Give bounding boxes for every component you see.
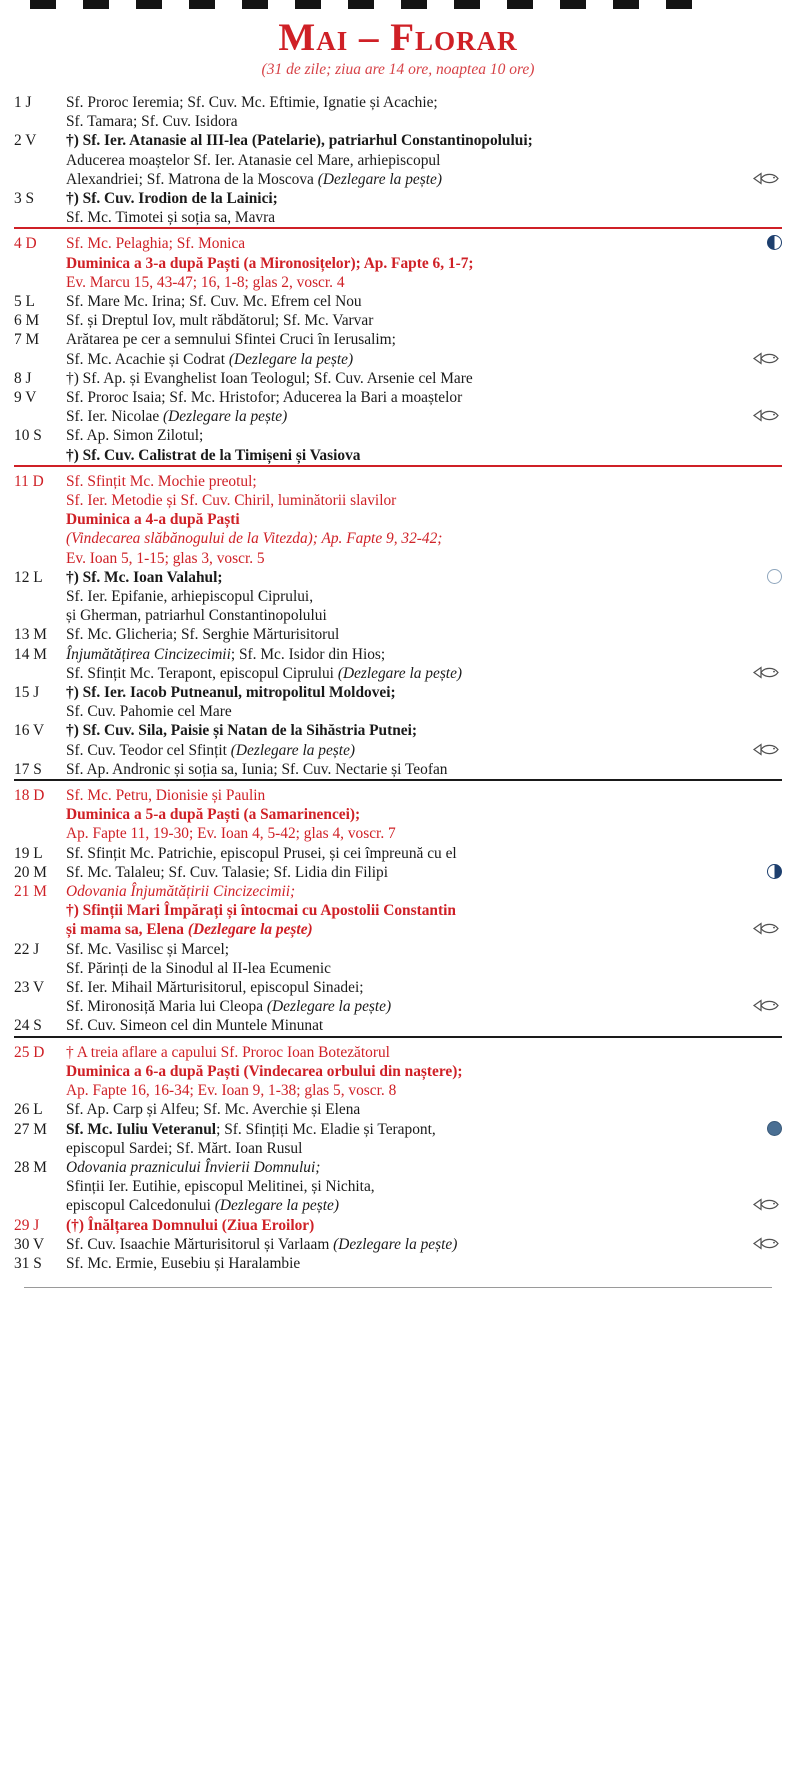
mark-slot <box>736 587 782 606</box>
mark-slot <box>736 1100 782 1119</box>
day-marks <box>736 466 782 568</box>
day-date: 29 J <box>14 1216 40 1234</box>
calendar-row <box>14 93 782 131</box>
fish-icon <box>752 172 782 185</box>
day-entry <box>66 568 736 626</box>
day-date: 5 L <box>14 292 35 310</box>
entry-line: †) Sf. Cuv. Calistrat de la Timișeni și Vasiova <box>66 446 361 464</box>
mark-slot <box>736 1062 782 1081</box>
mark-slot <box>736 529 782 548</box>
day-date: 25 D <box>14 1037 66 1101</box>
calendar-row <box>14 426 782 465</box>
day-marks <box>736 93 782 131</box>
mark-slot <box>736 426 782 445</box>
tick-mark <box>348 0 374 9</box>
fish-icon <box>752 922 782 935</box>
entry-line: †) Sf. Mc. Ioan Valahul; <box>66 568 223 586</box>
day-date: 23 V <box>14 979 45 997</box>
entry-line: Sf. Părinți de la Sinodul al II-lea Ecumenic <box>66 959 331 977</box>
page-title: Mai – Florar <box>278 16 518 59</box>
entry-line: Sf. Ap. Simon Zilotul; <box>66 427 204 445</box>
mark-slot <box>736 1196 782 1215</box>
mark-slot <box>736 1139 782 1158</box>
fish-icon <box>752 743 782 756</box>
tick-mark <box>295 0 321 9</box>
entry-line: Alexandriei; Sf. Matrona de la Moscova (Dezlegare la pește) <box>66 170 442 188</box>
day-marks <box>736 1037 782 1101</box>
mark-slot <box>736 702 782 721</box>
mark-slot <box>736 844 782 863</box>
mark-slot <box>736 625 782 644</box>
calendar-row <box>14 228 782 292</box>
mark-slot <box>736 805 782 824</box>
day-date: 8 J <box>14 369 32 387</box>
mark-slot <box>736 664 782 683</box>
calendar-row <box>14 1016 782 1036</box>
entry-line: Sf. și Dreptul Iov, mult răbdătorul; Sf. Mc. Varvar <box>66 312 374 330</box>
calendar-row <box>14 311 782 330</box>
mark-slot <box>736 330 782 349</box>
mark-slot <box>736 1158 782 1177</box>
calendar-row <box>14 292 782 311</box>
day-date: 6 M <box>14 312 40 330</box>
day-marks <box>736 426 782 465</box>
day-marks <box>736 330 782 368</box>
day-date: 30 V <box>14 1235 45 1253</box>
day-marks <box>736 1100 782 1119</box>
day-entry <box>66 645 736 683</box>
entry-line: Sfinții Ier. Eutihie, episcopul Melitinei, și Nichita, <box>66 1178 375 1196</box>
calendar-row <box>14 645 782 683</box>
entry-line: Sf. Ier. Nicolae (Dezlegare la pește) <box>66 408 288 426</box>
calendar-row <box>14 388 782 426</box>
day-entry <box>66 844 736 863</box>
entry-line: Sf. Mc. Ermie, Eusebiu și Haralambie <box>66 1254 301 1272</box>
calendar-row <box>14 683 782 721</box>
mark-slot <box>736 1235 782 1254</box>
moon-full-icon <box>767 1121 782 1136</box>
tick-mark <box>666 0 692 9</box>
entry-line: Ap. Fapte 16, 16-34; Ev. Ioan 9, 1-38; glas 5, voscr. 8 <box>66 1082 397 1100</box>
entry-line: Sf. Proroc Ieremia; Sf. Cuv. Mc. Eftimie, Ignatie și Acachie; <box>66 93 438 111</box>
calendar-row <box>14 1235 782 1254</box>
day-marks <box>736 780 782 844</box>
day-date: 2 V <box>14 132 37 150</box>
day-entry <box>66 1037 736 1101</box>
fish-icon <box>752 1198 782 1211</box>
mark-slot <box>736 151 782 170</box>
mark-slot <box>736 369 782 388</box>
calendar-row <box>14 131 782 189</box>
entry-line: Odovania praznicului Învierii Domnului; <box>66 1158 321 1176</box>
calendar-table <box>14 93 782 1273</box>
calendar-row <box>14 1100 782 1119</box>
entry-line: Sf. Sfințit Mc. Patrichie, episcopul Prusei, și cei împreună cu el <box>66 844 457 862</box>
mark-slot <box>736 273 782 292</box>
day-entry <box>66 292 736 311</box>
day-entry <box>66 1254 736 1273</box>
day-marks <box>736 1254 782 1273</box>
day-marks <box>736 645 782 683</box>
day-marks <box>736 940 782 978</box>
entry-line: †) Sf. Ier. Atanasie al III-lea (Patelarie), patriarhul Constantinopolului; <box>66 132 533 150</box>
day-marks <box>736 625 782 644</box>
day-date: 11 D <box>14 466 66 568</box>
day-marks <box>736 882 782 940</box>
mark-slot <box>736 1081 782 1100</box>
calendar-row <box>14 189 782 228</box>
mark-slot <box>736 645 782 664</box>
mark-slot <box>736 350 782 369</box>
fish-icon <box>752 1237 782 1250</box>
day-marks <box>736 721 782 759</box>
moon-first-quarter-icon <box>767 864 782 879</box>
day-entry <box>66 683 736 721</box>
entry-line: episcopul Sardei; Sf. Mărt. Ioan Rusul <box>66 1139 303 1157</box>
tick-mark <box>189 0 215 9</box>
day-entry <box>66 1100 736 1119</box>
tick-mark <box>242 0 268 9</box>
mark-slot <box>736 189 782 208</box>
day-entry <box>66 330 736 368</box>
day-marks <box>736 1216 782 1235</box>
day-marks <box>736 978 782 1016</box>
day-marks <box>736 311 782 330</box>
day-entry <box>66 1120 736 1158</box>
entry-line: Odovania Înjumătățirii Cincizecimii; <box>66 883 296 901</box>
tick-mark <box>30 0 56 9</box>
entry-line: Sf. Mironosiță Maria lui Cleopa (Dezlegare la pește) <box>66 998 392 1016</box>
entry-line: Duminica a 6-a după Paști (Vindecarea orbului din naștere); <box>66 1062 463 1080</box>
day-date: 28 M <box>14 1158 47 1176</box>
calendar-row <box>14 1120 782 1158</box>
calendar-row <box>14 780 782 844</box>
entry-line: †) Sf. Cuv. Sila, Paisie și Natan de la Sihăstria Putnei; <box>66 722 418 740</box>
day-entry <box>66 426 736 465</box>
calendar-row <box>14 1254 782 1273</box>
calendar-row <box>14 844 782 863</box>
entry-line: Ev. Ioan 5, 1-15; glas 3, voscr. 5 <box>66 549 265 567</box>
day-date: 31 S <box>14 1254 42 1272</box>
day-marks <box>736 568 782 626</box>
tick-mark <box>507 0 533 9</box>
tick-mark <box>454 0 480 9</box>
day-entry <box>66 780 736 844</box>
mark-slot <box>736 882 782 901</box>
entry-line: Sf. Ier. Mihail Mărturisitorul, episcopul Sinadei; <box>66 979 364 997</box>
mark-slot <box>736 606 782 625</box>
day-date: 10 S <box>14 427 42 445</box>
mark-slot <box>736 93 782 112</box>
day-entry <box>66 466 736 568</box>
mark-slot <box>736 472 782 491</box>
entry-line: Arătarea pe cer a semnului Sfintei Cruci în Ierusalim; <box>66 331 396 349</box>
entry-line: Sf. Mc. Acachie și Codrat (Dezlegare la pește) <box>66 350 354 368</box>
day-date: 24 S <box>14 1017 42 1035</box>
calendar-row <box>14 978 782 1016</box>
entry-line: Sf. Ap. Carp și Alfeu; Sf. Mc. Averchie și Elena <box>66 1101 361 1119</box>
entry-line: †) Sf. Cuv. Irodion de la Lainici; <box>66 189 278 207</box>
mark-slot <box>736 254 782 273</box>
mark-slot <box>736 170 782 189</box>
mark-slot <box>736 1043 782 1062</box>
mark-slot <box>736 1120 782 1139</box>
mark-slot <box>736 824 782 843</box>
day-marks <box>736 1120 782 1158</box>
page-tick-marks <box>0 0 800 10</box>
entry-line: Înjumătățirea Cincizecimii; Sf. Mc. Isidor din Hios; <box>66 645 386 663</box>
day-marks <box>736 760 782 780</box>
day-date: 18 D <box>14 780 66 844</box>
mark-slot <box>736 901 782 920</box>
day-entry <box>66 228 736 292</box>
month-header <box>14 0 782 79</box>
moon-last-quarter-icon <box>767 235 782 250</box>
mark-slot <box>736 388 782 407</box>
entry-line: Sf. Cuv. Isaachie Mărturisitorul și Varlaam (Dezlegare la pește) <box>66 1235 458 1253</box>
entry-line: Duminica a 3-a după Paști (a Mironosițelor); Ap. Fapte 6, 1-7; <box>66 254 474 272</box>
entry-line: Sf. Tamara; Sf. Cuv. Isidora <box>66 113 238 131</box>
day-date: 3 S <box>14 189 35 207</box>
calendar-row <box>14 1037 782 1101</box>
mark-slot <box>736 978 782 997</box>
day-entry <box>66 978 736 1016</box>
day-marks <box>736 863 782 882</box>
entry-line: †) Sf. Ier. Iacob Putneanul, mitropolitul Moldovei; <box>66 684 396 702</box>
day-entry <box>66 1235 736 1254</box>
entry-line: Ev. Marcu 15, 43-47; 16, 1-8; glas 2, voscr. 4 <box>66 273 345 291</box>
entry-line: Sf. Mc. Glicheria; Sf. Serghie Mărturisitorul <box>66 626 340 644</box>
mark-slot <box>736 446 782 465</box>
mark-slot <box>736 234 782 253</box>
day-entry <box>66 863 736 882</box>
entry-line: Duminica a 4-a după Paști <box>66 511 240 529</box>
mark-slot <box>736 760 782 779</box>
day-date: 20 M <box>14 863 47 881</box>
mark-slot <box>736 311 782 330</box>
day-date: 14 M <box>14 645 47 663</box>
fish-icon <box>752 352 782 365</box>
fish-icon <box>752 409 782 422</box>
entry-line: Sf. Proroc Isaia; Sf. Mc. Hristofor; Aducerea la Bari a moaștelor <box>66 388 463 406</box>
entry-line: episcopul Calcedonului (Dezlegare la pește) <box>66 1197 339 1215</box>
entry-line: Sf. Cuv. Teodor cel Sfințit (Dezlegare la pește) <box>66 741 356 759</box>
mark-slot <box>736 491 782 510</box>
day-date: 1 J <box>14 93 32 111</box>
day-marks <box>736 844 782 863</box>
mark-slot <box>736 940 782 959</box>
entry-line: și mama sa, Elena (Dezlegare la pește) <box>66 921 313 939</box>
entry-line: Sf. Mc. Timotei și soția sa, Mavra <box>66 209 276 227</box>
calendar-row <box>14 1216 782 1235</box>
entry-line: Sf. Mc. Talaleu; Sf. Cuv. Talasie; Sf. Lidia din Filipi <box>66 863 389 881</box>
calendar-row <box>14 369 782 388</box>
mark-slot <box>736 131 782 150</box>
fish-icon <box>752 666 782 679</box>
mark-slot <box>736 1216 782 1235</box>
entry-line: Duminica a 5-a după Paști (a Samarinencei); <box>66 806 361 824</box>
tick-mark <box>560 0 586 9</box>
mark-slot <box>736 549 782 568</box>
day-date: 4 D <box>14 228 66 292</box>
entry-line: Sf. Mc. Pelaghia; Sf. Monica <box>66 235 246 253</box>
day-marks <box>736 1158 782 1216</box>
mark-slot <box>736 407 782 426</box>
mark-slot <box>736 1016 782 1035</box>
entry-line: Sf. Cuv. Pahomie cel Mare <box>66 703 232 721</box>
calendar-row <box>14 760 782 780</box>
mark-slot <box>736 920 782 939</box>
day-entry <box>66 1216 736 1235</box>
day-date: 27 M <box>14 1120 47 1138</box>
day-date: 22 J <box>14 940 40 958</box>
day-marks <box>736 388 782 426</box>
day-date: 26 L <box>14 1101 43 1119</box>
mark-slot <box>736 1254 782 1273</box>
day-entry <box>66 388 736 426</box>
day-date: 7 M <box>14 331 40 349</box>
day-entry <box>66 940 736 978</box>
day-date: 16 V <box>14 722 45 740</box>
fish-icon <box>752 999 782 1012</box>
month-subtitle: (31 de zile; ziua are 14 ore, noaptea 10 ore) <box>261 60 535 78</box>
calendar-row <box>14 721 782 759</box>
entry-line: Sf. Sfințit Mc. Mochie preotul; <box>66 472 257 490</box>
day-date: 12 L <box>14 568 43 586</box>
day-entry <box>66 721 736 759</box>
tick-mark <box>613 0 639 9</box>
day-entry <box>66 882 736 940</box>
mark-slot <box>736 510 782 529</box>
day-date: 9 V <box>14 388 37 406</box>
mark-slot <box>736 292 782 311</box>
day-marks <box>736 369 782 388</box>
day-marks <box>736 683 782 721</box>
entry-line: † A treia aflare a capului Sf. Proroc Ioan Botezătorul <box>66 1043 390 1061</box>
day-entry <box>66 1158 736 1216</box>
entry-line: Sf. Mc. Iuliu Veteranul; Sf. Sfințiți Mc. Eladie și Terapont, <box>66 1120 436 1138</box>
entry-line: (†) Înălțarea Domnului (Ziua Eroilor) <box>66 1216 315 1234</box>
entry-line: Sf. Cuv. Simeon cel din Muntele Minunat <box>66 1017 324 1035</box>
day-entry <box>66 189 736 228</box>
day-entry <box>66 760 736 780</box>
entry-line: și Gherman, patriarhul Constantinopolului <box>66 607 327 625</box>
mark-slot <box>736 568 782 587</box>
day-marks <box>736 292 782 311</box>
day-date: 13 M <box>14 626 47 644</box>
calendar-row <box>14 466 782 568</box>
day-date: 17 S <box>14 760 42 778</box>
day-entry <box>66 311 736 330</box>
day-date: 21 M <box>14 883 47 901</box>
mark-slot <box>736 863 782 882</box>
day-marks <box>736 228 782 292</box>
calendar-row <box>14 863 782 882</box>
day-entry <box>66 369 736 388</box>
entry-line: †) Sfinții Mari Împărați și întocmai cu Apostolii Constantin <box>66 902 456 920</box>
page-bottom-rule <box>24 1287 772 1288</box>
day-date: 19 L <box>14 844 43 862</box>
mark-slot <box>736 208 782 227</box>
mark-slot <box>736 997 782 1016</box>
entry-line: Sf. Mc. Vasilisc și Marcel; <box>66 940 230 958</box>
entry-line: Ap. Fapte 11, 19-30; Ev. Ioan 4, 5-42; glas 4, voscr. 7 <box>66 825 396 843</box>
day-marks <box>736 131 782 189</box>
entry-line: (Vindecarea slăbănogului de la Vitezda); Ap. Fapte 9, 32-42; <box>66 530 443 548</box>
calendar-row <box>14 940 782 978</box>
mark-slot <box>736 741 782 760</box>
day-entry <box>66 1016 736 1036</box>
mark-slot <box>736 786 782 805</box>
entry-line: Sf. Ier. Epifanie, arhiepiscopul Ciprului, <box>66 588 314 606</box>
mark-slot <box>736 112 782 131</box>
mark-slot <box>736 959 782 978</box>
day-marks <box>736 1016 782 1036</box>
entry-line: Sf. Ap. Andronic și soția sa, Iunia; Sf. Cuv. Nectarie și Teofan <box>66 760 448 778</box>
calendar-row <box>14 568 782 626</box>
entry-line: Sf. Sfințit Mc. Terapont, episcopul Ciprului (Dezlegare la pește) <box>66 664 463 682</box>
calendar-row <box>14 330 782 368</box>
day-date: 15 J <box>14 684 40 702</box>
entry-line: †) Sf. Ap. și Evanghelist Ioan Teologul; Sf. Cuv. Arsenie cel Mare <box>66 369 473 387</box>
day-marks <box>736 189 782 228</box>
day-entry <box>66 93 736 131</box>
tick-mark <box>83 0 109 9</box>
entry-line: Sf. Ier. Metodie și Sf. Cuv. Chiril, luminătorii slavilor <box>66 492 397 509</box>
entry-line: Aducerea moaștelor Sf. Ier. Atanasie cel Mare, arhiepiscopul <box>66 151 441 169</box>
calendar-row <box>14 625 782 644</box>
day-entry <box>66 625 736 644</box>
tick-mark <box>136 0 162 9</box>
tick-mark <box>401 0 427 9</box>
calendar-row <box>14 882 782 940</box>
mark-slot <box>736 721 782 740</box>
calendar-row <box>14 1158 782 1216</box>
entry-line: Sf. Mare Mc. Irina; Sf. Cuv. Mc. Efrem cel Nou <box>66 292 362 310</box>
day-marks <box>736 1235 782 1254</box>
mark-slot <box>736 683 782 702</box>
entry-line: Sf. Mc. Petru, Dionisie și Paulin <box>66 787 266 805</box>
day-entry <box>66 131 736 189</box>
moon-new-icon <box>767 569 782 584</box>
mark-slot <box>736 1177 782 1196</box>
